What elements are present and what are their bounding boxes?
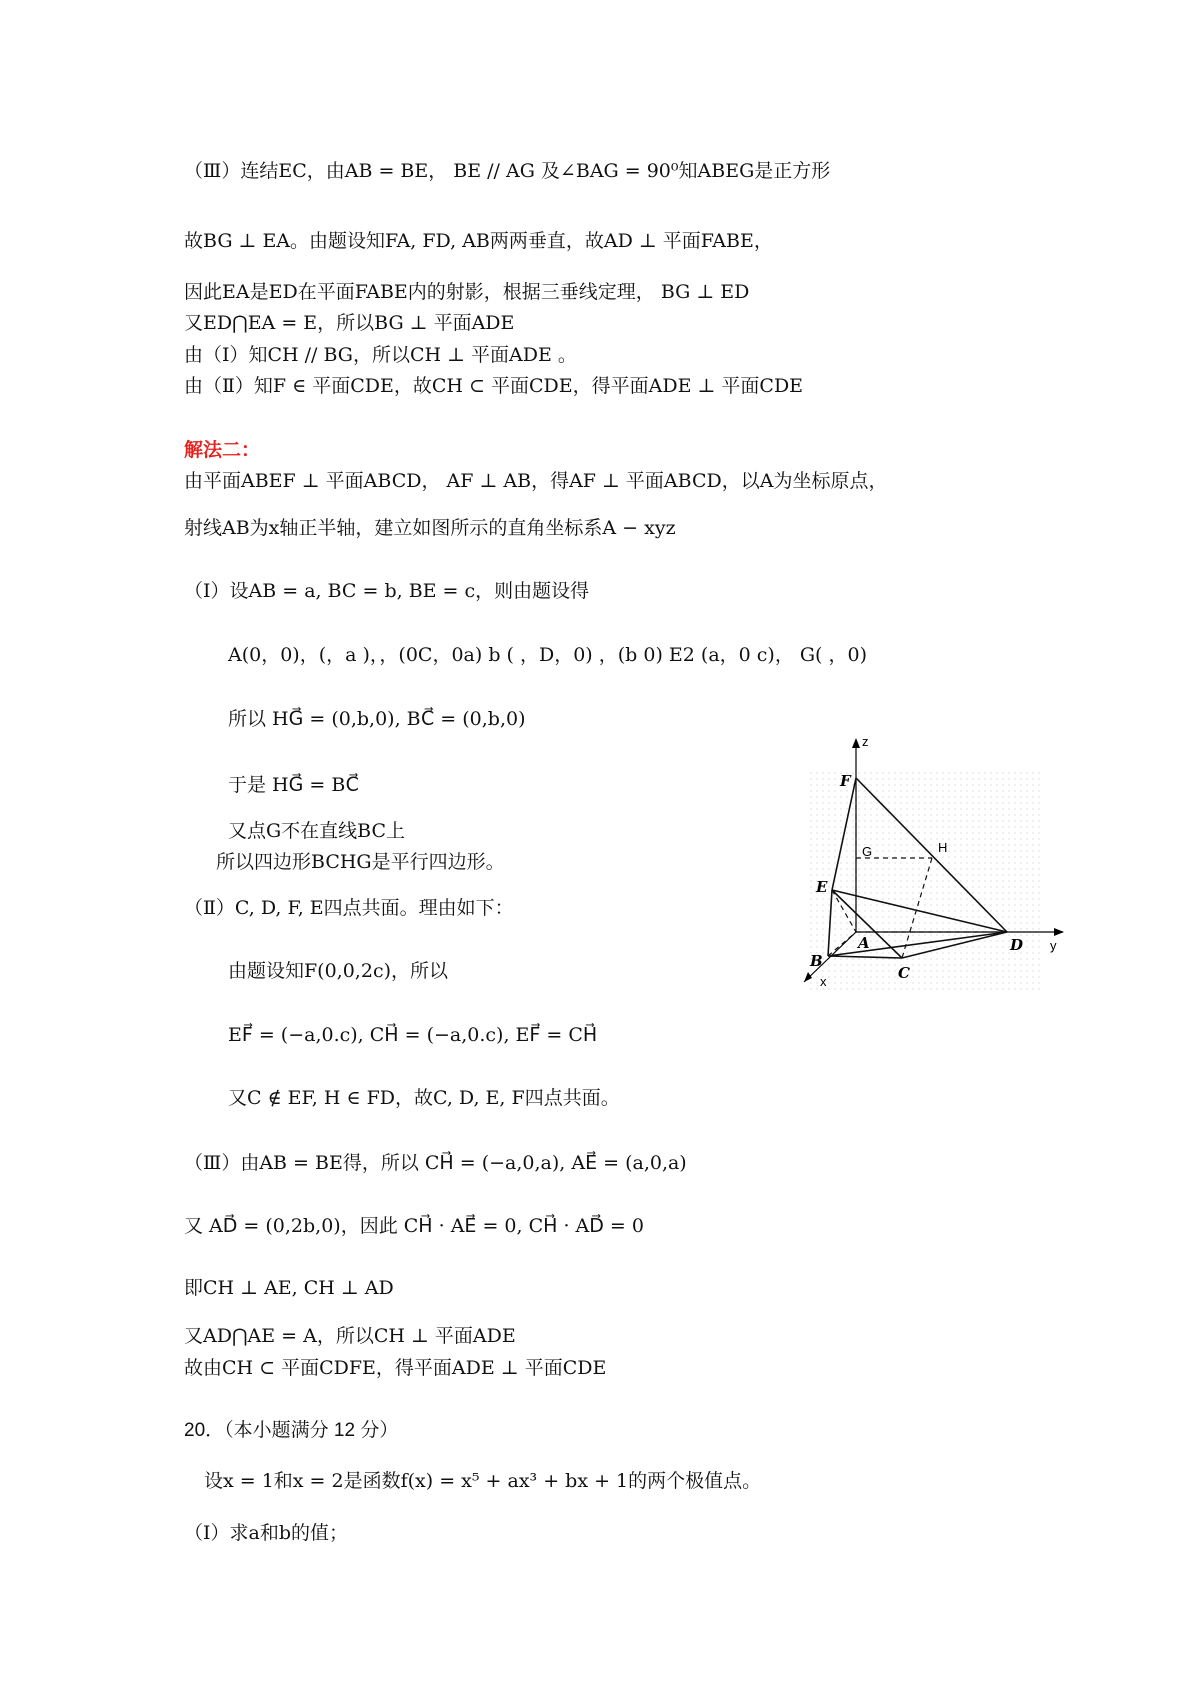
point-label-f: F [840,772,851,790]
point-label-h: H [938,840,948,855]
figure-background [806,770,1044,992]
text-line: 又 AD⃗ = (0,2b,0)，因此 CH⃗ · AE⃗ = 0, CH⃗ · AD⃗ = 0 [184,1215,644,1237]
text-line: 所以 HG⃗ = (0,b,0), BC⃗ = (0,b,0) [228,708,526,730]
text-line: （Ⅰ）求a和b的值； [184,1522,348,1544]
axis-label-y: y [1050,938,1057,953]
axis-label-z: z [862,734,869,749]
text-line: 又C ∉ EF, H ∈ FD，故C, D, E, F四点共面。 [228,1087,620,1109]
text-line: 故BG ⊥ EA。由题设知FA, FD, AB两两垂直，故AD ⊥ 平面FABE， [184,230,773,252]
point-label-d: D [1010,936,1024,954]
text-line: 故由CH ⊂ 平面CDFE，得平面ADE ⊥ 平面CDE [184,1357,607,1379]
point-label-b: B [810,952,823,970]
section-heading: 解法二： [184,439,261,461]
text-line: 所以四边形BCHG是平行四边形。 [216,851,505,873]
text-line: （Ⅱ）C, D, F, E四点共面。理由如下： [184,897,514,919]
text-line: 又AD⋂AE = A，所以CH ⊥ 平面ADE [184,1325,516,1347]
arrow-icon [1054,928,1064,936]
point-label-c: C [898,964,910,982]
text-line: 由（Ⅰ）知CH // BG，所以CH ⊥ 平面ADE 。 [184,344,577,366]
text-line: 因此EA是ED在平面FABE内的射影，根据三垂线定理， BG ⊥ ED [184,281,750,303]
text-line: 于是 HG⃗ = BC⃗ [228,774,359,796]
point-label-e: E [816,878,828,896]
text-line: EF⃗ = (−a,0.c), CH⃗ = (−a,0.c), EF⃗ = CH⃗ [228,1024,598,1046]
text-line: （Ⅰ）设AB = a, BC = b, BE = c，则由题设得 [184,580,590,602]
text-line: 射线AB为x轴正半轴，建立如图所示的直角坐标系A − xyz [184,517,676,539]
text-line: 又ED⋂EA = E，所以BG ⊥ 平面ADE [184,312,515,334]
text-line: （Ⅲ）连结EC，由AB = BE， BE // AG 及∠BAG = 90⁰知ABEG是正方形 [184,160,831,182]
coordinates-line: A(0，0)，(，a )，，(0C，0a) b ( ，D，0) ，(b 0) E2 (a，0 c)， G( ，0) [228,644,867,666]
text-line: 由（Ⅱ）知F ∈ 平面CDE，故CH ⊂ 平面CDE，得平面ADE ⊥ 平面CDE [184,375,804,397]
text-line: 由平面ABEF ⊥ 平面ABCD， AF ⊥ AB，得AF ⊥ 平面ABCD，以A为坐标原点， [184,470,888,492]
text-line: 由题设知F(0,0,2c)，所以 [228,960,448,982]
text-line: 又点G不在直线BC上 [228,820,406,842]
text-line: （Ⅲ）由AB = BE得，所以 CH⃗ = (−a,0,a), AE⃗ = (a,0,a) [184,1152,687,1174]
problem-heading: 20．（本小题满分 12 分） [184,1420,399,1441]
text-line: 设x = 1和x = 2是函数f(x) = x⁵ + ax³ + bx + 1的两个极值点。 [204,1470,762,1492]
geometry-figure [798,730,1068,992]
arrow-icon [852,738,860,748]
point-label-a: A [858,934,870,952]
point-label-g: G [862,844,873,859]
text-line: 即CH ⊥ AE, CH ⊥ AD [184,1277,394,1299]
axis-label-x: x [820,974,827,989]
